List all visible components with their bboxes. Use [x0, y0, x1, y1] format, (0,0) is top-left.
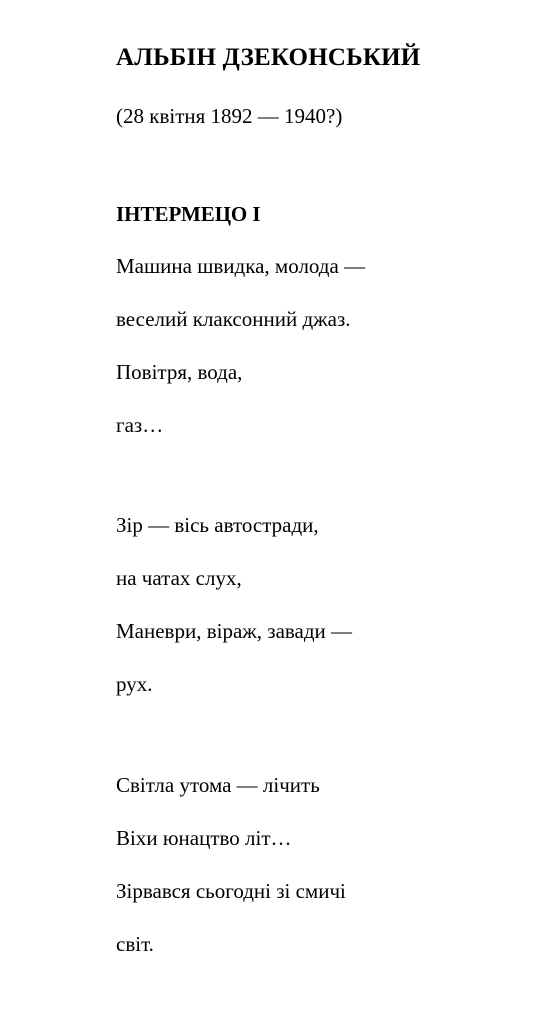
poem-line: світ.: [116, 932, 154, 956]
author-dates: (28 квітня 1892 — 1940?): [116, 104, 343, 128]
author-name: АЛЬБІН ДЗЕКОНСЬКИЙ: [116, 44, 421, 71]
poem-line: Зір — вісь автостради,: [116, 513, 319, 537]
poem-line: Віхи юнацтво літ…: [116, 826, 292, 850]
poem-line: Маневри, віраж, завади —: [116, 619, 353, 643]
poem-line: веселий клаксонний джаз.: [116, 307, 351, 331]
poem-title: ІНТЕРМЕЦО І: [116, 202, 261, 226]
poem-line: Зірвався сьогодні зі смичі: [116, 879, 346, 903]
poem-line: Машина швидка, молода —: [116, 254, 366, 278]
poem-line: Повітря, вода,: [116, 360, 243, 384]
poem-line: на чатах слух,: [116, 566, 242, 590]
poem-line: Світла утома — лічить: [116, 773, 320, 797]
poem-line: рух.: [116, 672, 153, 696]
poem-line: газ…: [116, 413, 164, 437]
